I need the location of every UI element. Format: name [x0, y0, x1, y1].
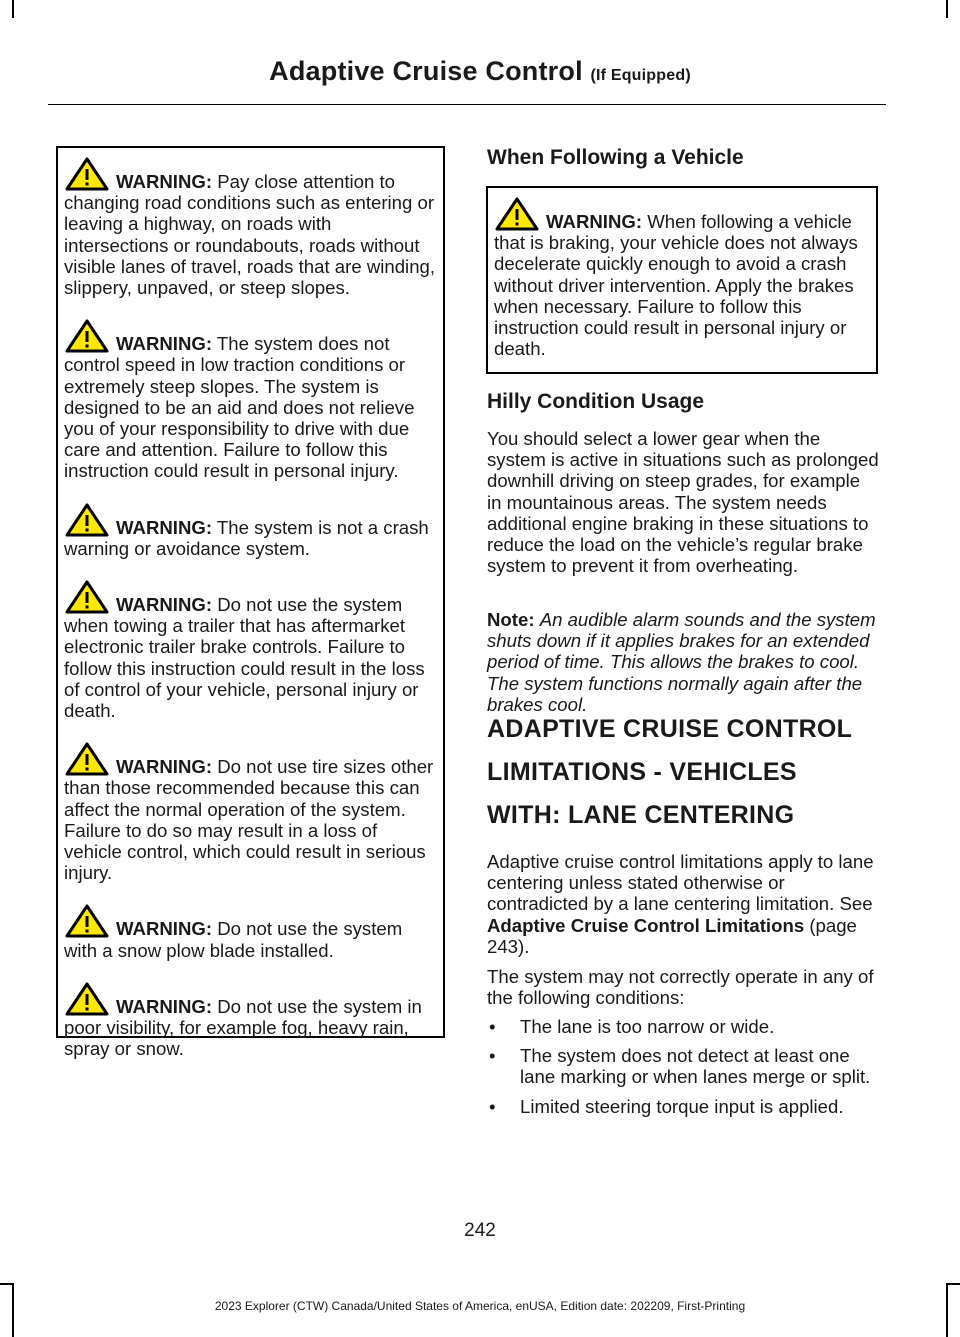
warning-label: WARNING: [116, 756, 213, 778]
warning-label: WARNING: [116, 171, 213, 192]
footer-text: 2023 Explorer (CTW) Canada/United States of America, enUSA, Edition date: 202209, First-Printing [214, 1299, 746, 1313]
cross-reference-link[interactable]: Adaptive Cruise Control Limitations [487, 914, 805, 936]
warning-triangle-icon [64, 903, 112, 939]
warning-item [64, 579, 437, 721]
list-item [487, 1096, 879, 1117]
warning-text: The system is not a crash warning or avoidance system. [64, 516, 429, 559]
conditions-intro: The system may not correctly operate in any of the following conditions: [487, 966, 874, 1009]
crop-mark-bottom-right-h [946, 1283, 960, 1285]
warning-triangle-icon [64, 502, 112, 538]
limitations-heading-line: WITH: LANE CENTERING [487, 801, 795, 829]
crop-mark-bottom-left-h [0, 1283, 14, 1285]
hilly-note [487, 609, 879, 715]
limitations-heading-line: LIMITATIONS - VEHICLES [487, 758, 797, 786]
header-subtitle: (If Equipped) [590, 67, 691, 84]
conditions-list [487, 1016, 879, 1125]
cross-reference-page: (page 243). [487, 914, 857, 957]
warning-label: WARNING: [116, 594, 213, 616]
bullet-glyph: • [489, 1016, 496, 1037]
warning-label: WARNING: [116, 516, 213, 538]
warning-triangle-icon [64, 579, 112, 615]
list-item [487, 1045, 879, 1087]
warning-text: The system does not control speed in low traction conditions or extremely steep slopes. The system is designed to be an aid and does not relieve you of your responsibility to drive with due care and attention. Failure to follow this instruction could result in personal injury. [64, 333, 415, 482]
limitations-heading-line: ADAPTIVE CRUISE CONTROL [487, 715, 853, 743]
warning-label: WARNING: [116, 918, 213, 940]
header-title: Adaptive Cruise Control [269, 56, 583, 86]
bullet-glyph: • [489, 1095, 496, 1117]
warning-label: WARNING: [546, 211, 643, 232]
list-item-text: The lane is too narrow or wide. [520, 1016, 775, 1037]
warning-text: Do not use the system when towing a trailer that has aftermarket electronic trailer brake controls. Failure to follow this instruction could result in the loss of control of your vehicle, personal injury or death. [64, 594, 425, 722]
list-item-text: The system does not detect at least one lane marking or when lanes merge or split. [520, 1045, 871, 1088]
page-number: 242 [464, 1220, 496, 1241]
warning-text: Do not use the system with a snow plow blade installed. [64, 918, 403, 961]
warning-item [64, 502, 437, 559]
bullet-glyph: • [489, 1045, 496, 1067]
warning-triangle-icon [64, 981, 112, 1017]
warning-text: Do not use tire sizes other than those recommended because this can affect the normal operation of the system. Failure to do so may result in a loss of vehicle control, which could result in serious injury. [64, 756, 434, 884]
crop-mark-top-left-v [12, 0, 14, 18]
warning-item [494, 196, 870, 359]
warning-item [64, 318, 437, 481]
warning-triangle-icon [64, 741, 112, 777]
list-item [487, 1016, 879, 1037]
warning-triangle-icon [494, 196, 542, 232]
warning-item [64, 156, 437, 298]
page-header [0, 56, 960, 87]
header-rule [48, 104, 886, 105]
warning-text: Pay close attention to changing road conditions such as entering or leaving a highway, on roads with intersections or roundabouts, roads without visible lanes of travel, roads that are winding, slippery, unpaved, or steep slopes. [64, 171, 436, 299]
note-label: Note: [487, 609, 535, 630]
limitations-intro-text: Adaptive cruise control limitations apply to lane centering unless stated otherwise or contradicted by a lane centering limitation. See [487, 851, 874, 915]
warning-label: WARNING: [116, 333, 213, 355]
warning-text: When following a vehicle that is braking, your vehicle does not always decelerate quickly enough to avoid a crash without driver intervention. Apply the brakes when necessary. Failure to follow this instruction could result in personal injury or death. [494, 211, 858, 360]
crop-mark-top-right-v [946, 0, 948, 18]
limitations-heading [487, 708, 879, 837]
list-item-text: Limited steering torque input is applied. [520, 1095, 844, 1117]
section-heading-hilly: Hilly Condition Usage [487, 390, 705, 413]
warning-item [64, 981, 437, 1060]
warning-box-right [486, 186, 878, 374]
warning-label: WARNING: [116, 995, 213, 1017]
hilly-paragraph: You should select a lower gear when the system is active in situations such as prolonged downhill driving on steep grades, for example in mountainous areas. The system needs additional engine braking in these situations to reduce the load on the vehicle’s regular brake system to prevent it from overheating. [487, 428, 879, 577]
warning-box-left [56, 146, 445, 1060]
section-heading-following: When Following a Vehicle [487, 146, 744, 169]
warning-item [64, 903, 437, 960]
limitations-intro [487, 851, 879, 957]
warning-triangle-icon [64, 156, 112, 192]
warning-triangle-icon [64, 318, 112, 354]
warning-item [64, 741, 437, 883]
note-text: An audible alarm sounds and the system shuts down if it applies brakes for an extended period of time. This allows the brakes to cool. The system functions normally again after the brakes cool. [487, 609, 876, 715]
warning-text: Do not use the system in poor visibility, for example fog, heavy rain, spray or snow. [64, 995, 422, 1060]
